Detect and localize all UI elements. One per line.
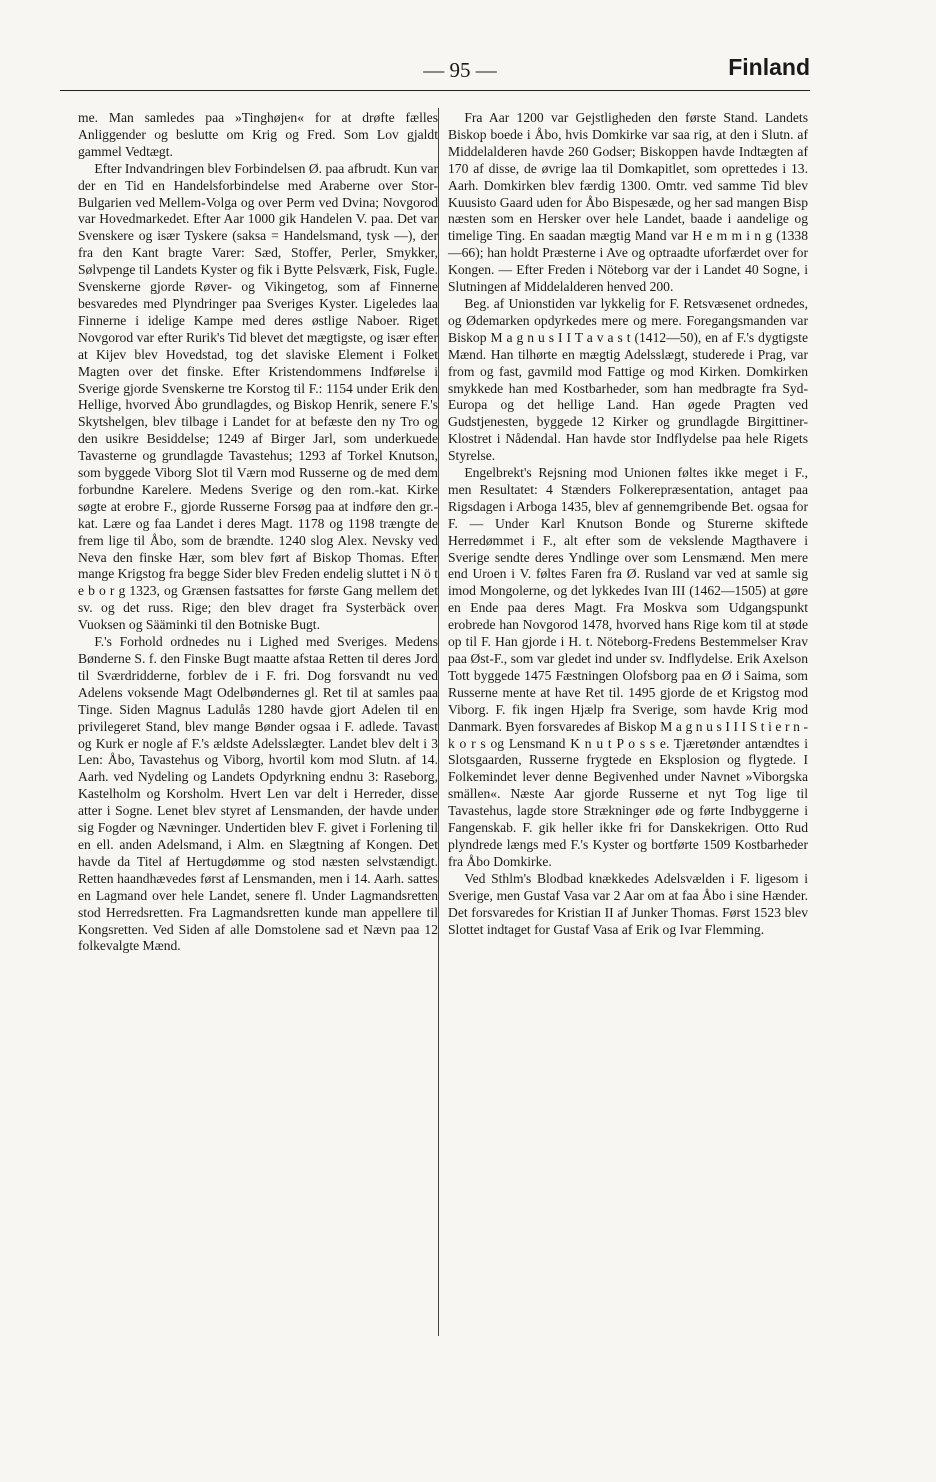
page-header [60, 52, 810, 92]
right-column [448, 110, 808, 938]
paragraph: Efter Indvandringen blev Forbindelsen Ø. paa afbrudt. Kun var der en Tid en Handelsforbindelse med Araberne over Stor-Bulgarien ved Mellem-Volga og over Perm ved Dvina; Novgorod var Hovedmarkedet. Efter Aar 1000 gik Handelen V. paa. Det var Svenskere og især Tyskere (saksa = Handelsmand, tysk —), der fra den Kant bragte Varer: Sæd, Stoffer, Perler, Smykker, Sølvpenge til Landets Kyster og fik i Bytte Pelsværk, Fisk, Fugle. Svenskerne gjorde Røver- og Vikingetog, som af Finnerne besvaredes med Plyndringer paa Sveriges Kyster. Ligeledes laa Finnerne i idelige Kampe med deres østlige Naboer. Riget Novgorod var efter Rurik's Tid blevet det mægtigste, og især efter at Kijev blev Hovedstad, tog det slaviske Element i Folket Magten over det finske. Efter Kristendommens Indførelse i Sverige gjorde Svenskerne tre Korstog til F.: 1154 under Erik den Hellige, hvorved Åbo grundlagdes, og Biskop Henrik, senere F.'s Skytshelgen, blev tilbage i Landet for at befæste den ny Tro og den usikre Besiddelse; 1249 af Birger Jarl, som underkuede Tavasterne og grundlagde Tavastehus; 1293 af Torkel Knutson, som byggede Viborg Slot til Værn mod Russerne og de med dem forbundne Karelere. Medens Sverige og den rom.-kat. Kirke søgte at erobre F., gjorde Russerne Forsøg paa at indføre den gr.-kat. Lære og faa Landet i deres Magt. 1178 og 1198 trængte de frem lige til Åbo, som de brændte. 1240 slog Alex. Nevsky ved Neva den finske Hær, som blev ført af Biskop Thomas. Efter mange Krigstog fra begge Sider blev Freden endelig sluttet i N ö t e b o r g 1323, og Grænsen fastsattes for første Gang mellem det sv. og det russ. Rige; den blev draget fra Systerbäck over Vuoksen og Sääminki til den Botniske Bugt. [78, 160, 438, 633]
paragraph: Beg. af Unionstiden var lykkelig for F. Retsvæsenet ordnedes, og Ødemarken opdyrkedes mere og mere. Foregangsmanden var Biskop M a g n u s I I T a v a s t (1412—50), en af F.'s dygtigste Mænd. Han tilhørte en mægtig Adelsslægt, studerede i Prag, var from og fast, gavmild mod Fattige og mod Kirken. Domkirken smykkede han med Kostbarheder, som han medbragte fra Syd-Europa og det hellige Land. Han øgede Pragten ved Gudstjenesten, byggede 12 Kirker og grundlagde Birgittiner-Klostret i Nådendal. Han havde stor Indflydelse paa hele Rigets Styrelse. [448, 295, 808, 464]
paragraph: Fra Aar 1200 var Gejstligheden den første Stand. Landets Biskop boede i Åbo, hvis Domkirke var saa rig, at den i Slutn. af Middelalderen havde 260 Godser; Biskoppen havde Indtægten af 170 af disse, de øvrige laa til Domkapitlet, som oprettedes i 13. Aarh. Domkirken blev færdig 1300. Omtr. ved samme Tid blev Kuusisto Gaard uden for Åbo Bispesæde, og her sad mangen Bisp næsten som en Hersker over hele Landet, baade i aandelige og timelige Ting. En saadan mægtig Mand var H e m m i n g (1338—66); han holdt Præsterne i Ave og optraadte uforfærdet over for Kongen. — Efter Freden i Nöteborg var der i Landet 40 Sogne, i Slutningen af Middelalderen henved 200. [448, 110, 808, 295]
page-number: — 95 — [423, 58, 497, 82]
left-column [78, 110, 438, 955]
paragraph: me. Man samledes paa »Tinghøjen« for at drøfte fælles Anliggender og beslutte om Krig og Fred. Som Lov gjaldt gammel Vedtægt. [78, 110, 438, 159]
running-head: Finland [728, 54, 810, 80]
header-rule [60, 90, 810, 91]
paragraph: Ved Sthlm's Blodbad knækkedes Adelsvælden i F. ligesom i Sverige, men Gustaf Vasa var 2 Aar om at faa Åbo i sine Hænder. Det forsvaredes for Kristian II af Junker Thomas. Først 1523 blev Slottet indtaget for Gustaf Vasa af Erik og Ivar Flemming. [448, 870, 808, 937]
paragraph: Engelbrekt's Rejsning mod Unionen føltes ikke meget i F., men Resultatet: 4 Stænders Folkerepræsentation, antaget paa Rigsdagen i Arboga 1435, blev af gennemgribende Bet. ogsaa for F. — Under Karl Knutson Bonde og Sturerne skiftede Herredømmet i F., alt efter som de vekslende Magthavere i Sverige sendte deres Yndlinge over som Lensmænd. Men mere end Uroen i V. føltes Faren fra Ø. Rusland var ved at samle sig imod Mongolerne, og det lykkedes Ivan III (1462—1505) at gøre en Ende paa deres Magt. Fra Moskva som Udgangspunkt erobrede han Novgorod 1478, hvorved hans Rige kom til at støde op til F. Han gjorde i H. t. Nöteborg-Fredens Bestemmelser Krav paa Øst-F., som var gledet ind under sv. Indflydelse. Erik Axelson Tott byggede 1475 Fæstningen Olofsborg paa en Ø i Saima, som Russerne mente at have Ret til. 1495 gjorde de et Krigstog mod Viborg. F. fik ingen Hjælp fra Sverige, som havde Krig mod Danmark. Byen forsvaredes af Biskop M a g n u s I I I S t i e r n - k o r s og Lensmand K n u t P o s s e. Tjæretønder antændtes i Slotsgaarden, Russerne frygtede en Eksplosion og flygtede. I Folkemindet lever denne Begivenhed under Navnet »Viborgska smällen«. Næste Aar gjorde Russerne et nyt Tog lige til Tavastehus, lagde store Strækninger øde og førte Indbyggerne i Fangenskab. F. gik heller ikke fri for Danskekrigen. Otto Rud plyndrede længs med F.'s Kyster og bortførte 1509 Kostbarheder fra Åbo Domkirke. [448, 465, 808, 869]
paragraph: F.'s Forhold ordnedes nu i Lighed med Sveriges. Medens Bønderne S. f. den Finske Bugt maatte afstaa Retten til deres Jord til Sværdridderne, forblev de i F. fri. Dog forsvandt nu ved Adelens voksende Magt Odelbøndernes gl. Ret til at samles paa Tinge. Siden Magnus Ladulås 1280 havde gjort Adelen til en privilegeret Stand, blev mange Bønder ogsaa i F. adlede. Tavast og Kurk er nogle af F.'s ældste Adelsslægter. Landet blev delt i 3 Len: Åbo, Tavastehus og Viborg, hvortil kom mod Slutn. af 14. Aarh. ved Nydeling og Landets Opdyrkning endnu 3: Raseborg, Kastelholm og Korsholm. Hvert Len var delt i Herreder, disse atter i Sogne. Lenet blev styret af Lensmanden, der havde under sig Fogder og Nævninger. Undertiden blev F. givet i Forlening til en ell. anden Adelsmand, i Alm. en Slægtning af Kongen. Det havde da Titel af Hertugdømme og stod næsten selvstændigt. Retten haandhævedes først af Lensmanden, men i 14. Aarh. sattes en Lagmand over hele Landet, senere fl. Under Lagmandsretten stod Herredsretten. Fra Lagmandsretten kunde man appellere til Kongsretten. Ved Siden af alle Domstolene sad et Nævn paa 12 folkevalgte Mænd. [78, 634, 438, 954]
column-divider [438, 108, 439, 1336]
